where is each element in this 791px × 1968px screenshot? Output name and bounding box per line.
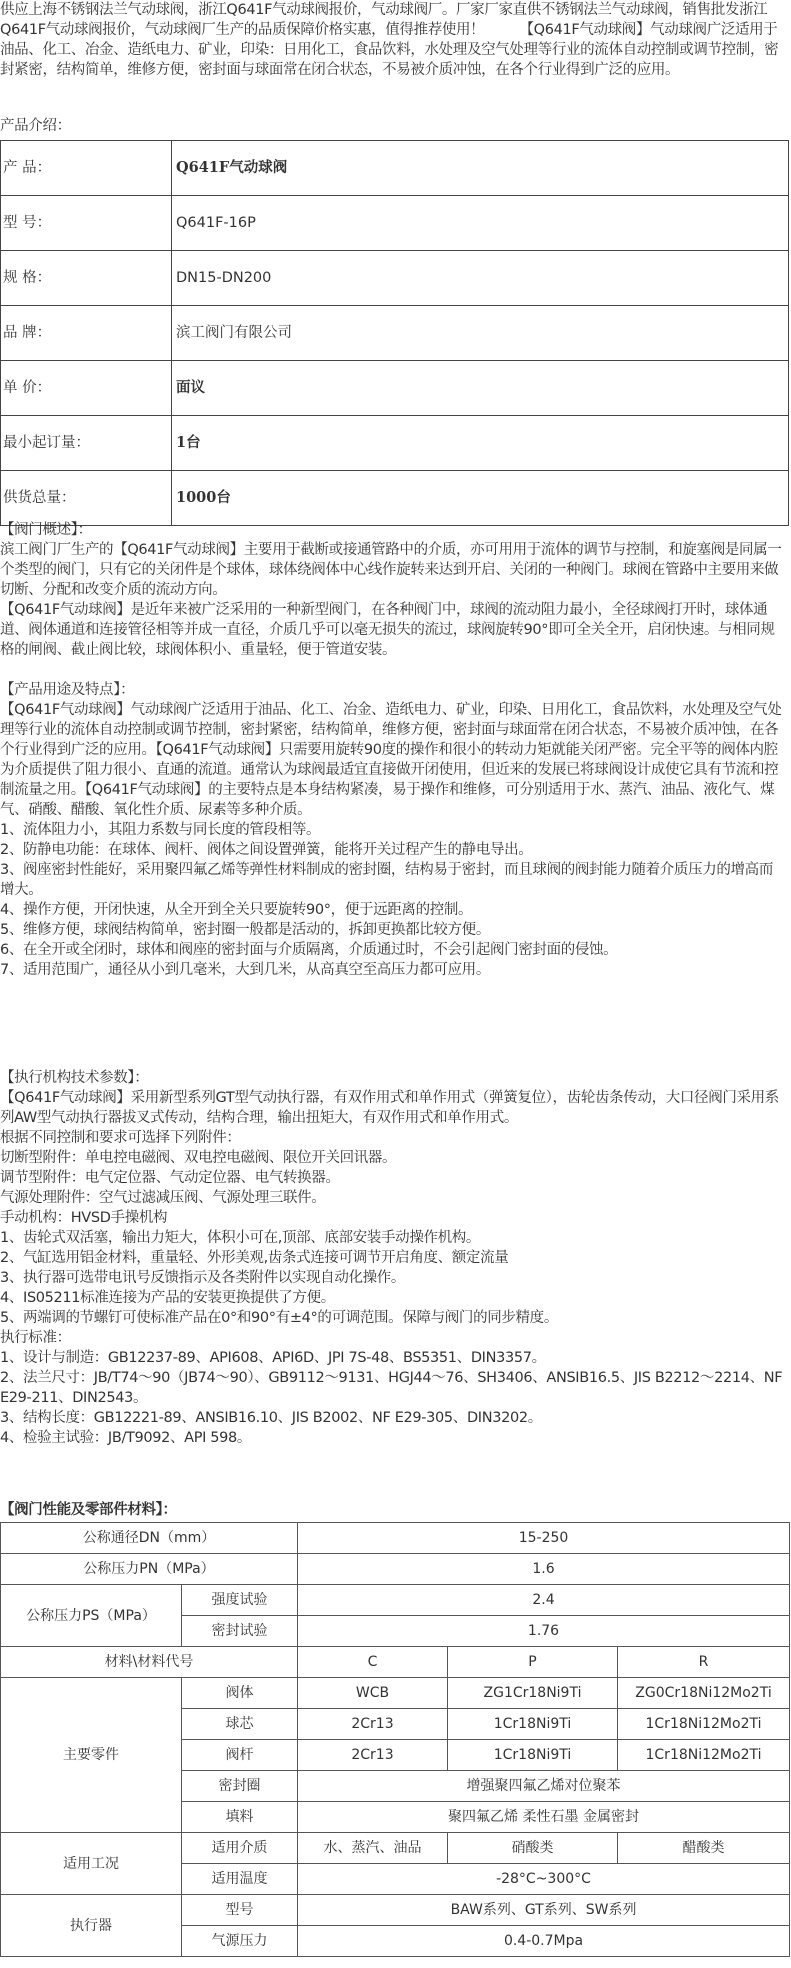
- body-c: WCB: [298, 1678, 448, 1709]
- list-item: 5、维修方便，球阀结构简单，密封圈一般都是活动的，拆卸更换都比较方便。: [0, 922, 490, 938]
- table-row: [1, 1585, 790, 1616]
- body-r: ZG0Cr18Ni12Mo2Ti: [618, 1678, 790, 1709]
- table-row: [1, 1554, 790, 1585]
- ball-r: 1Cr18Ni12Mo2Ti: [618, 1709, 790, 1740]
- nominal-dn-label: 公称通径DN（mm）: [1, 1523, 298, 1554]
- product-intro-label: 产品介绍：: [0, 118, 71, 134]
- list-item: 调节型附件：电气定位器、气动定位器、电气转换器。: [0, 1170, 340, 1186]
- table-row: [1, 361, 789, 416]
- price-key: 单 价：: [1, 361, 172, 416]
- spec-table: [0, 1522, 790, 1957]
- list-item: 3、执行器可选带电讯号反馈指示及各类附件以实现自动化操作。: [0, 1270, 406, 1286]
- seal-test-label: 密封试验: [182, 1616, 298, 1647]
- table-row: [1, 1895, 790, 1926]
- working-label: 适用工况: [1, 1833, 182, 1895]
- list-item: 切断型附件：单电控电磁阀、双电控电磁阀、限位开关回讯器。: [0, 1150, 397, 1166]
- overview-section: [0, 520, 789, 660]
- stem-r: 1Cr18Ni12Mo2Ti: [618, 1740, 790, 1771]
- actuator-label: 执行器: [1, 1895, 182, 1957]
- list-item: 气源处理附件：空气过滤减压阀、气源处理三联件。: [0, 1190, 326, 1206]
- seal-ring-label: 密封圈: [182, 1771, 298, 1802]
- list-item: 1、流体阻力小，其阻力系数与同长度的管段相等。: [0, 822, 321, 838]
- body-p: ZG1Cr18Ni9Ti: [448, 1678, 618, 1709]
- medium-c: 水、蒸汽、油品: [298, 1833, 448, 1864]
- table-row: [1, 306, 789, 361]
- nominal-pn-value: 1.6: [298, 1554, 790, 1585]
- packing-value: 聚四氟乙烯 柔性石墨 金属密封: [298, 1802, 790, 1833]
- usage-title: 【产品用途及特点】：: [0, 682, 135, 698]
- medium-label: 适用介质: [182, 1833, 298, 1864]
- usage-paragraph: 【Q641F气动球阀】气动球阀广泛适用于油品、化工、冶金、造纸电力、矿业，印染、日用化工，食品饮料，水处理及空气处理等行业的流体自动控制或调节控制，密封紧密，结构简单，维修方便，密封面与球面常在闭合状态，不易被介质冲蚀，在各个行业得到广泛的应用。【Q641F气动球阀】只需要用旋转90度的操作和很小的转动力矩就能关闭严密。完全平等的阀体内腔为介质提供了阻力很小、直通的流道。通常认为球阀最适宜直接做开闭使用，但近来的发展已将球阀设计成使它具有节流和控制流量之用。【Q641F气动球阀】的主要特点是本身结构紧凑，易于操作和维修，可分别适用于水、蒸汽、油品、液化气、煤气、硝酸、醋酸、氧化性介质、尿素等多种介质。: [0, 702, 782, 818]
- strength-label: 强度试验: [182, 1585, 298, 1616]
- supply-key: 供货总量：: [1, 471, 172, 526]
- actuator-section: [0, 1068, 789, 1448]
- table-row: [1, 1678, 790, 1709]
- table-row: [1, 471, 789, 526]
- list-item: 2、法兰尺寸：JB/T74～90（JB74～90）、GB9112～9131、HGJ44～76、SH3406、ANSIB16.5、JIS B2212～2214、NF E29-211、DIN2543。: [0, 1370, 783, 1406]
- price-value: 面议: [172, 361, 789, 416]
- ball-c: 2Cr13: [298, 1709, 448, 1740]
- medium-p: 硝酸类: [448, 1833, 618, 1864]
- list-item: 1、设计与制造：GB12237-89、API608、API6D、JPI 7S-48、BS5351、DIN3357。: [0, 1350, 546, 1366]
- list-item: 2、气缸选用铝金材料，重量轻、外形美观,齿条式连接可调节开启角度、额定流量: [0, 1250, 509, 1266]
- product-value: Q641F气动球阀: [172, 141, 789, 196]
- usage-section: [0, 680, 789, 980]
- list-item: 手动机构：HVSD手操机构: [0, 1210, 168, 1226]
- list-item: 执行标准：: [0, 1330, 71, 1346]
- brand-key: 品 牌：: [1, 306, 172, 361]
- list-item: 5、两端调的节螺钉可使标准产品在0°和90°有±4°的可调范围。保障与阀门的同步精度。: [0, 1310, 558, 1326]
- list-item: 4、检验主试验：JB/T9092、API 598。: [0, 1430, 252, 1446]
- table-row: [1, 141, 789, 196]
- list-item: 6、在全开或全闭时，球体和阀座的密封面与介质隔离，介质通过时，不会引起阀门密封面的侵蚀。: [0, 942, 618, 958]
- table-row: [1, 196, 789, 251]
- overview-title: 【阀门概述】：: [0, 522, 92, 538]
- ps-label: 公称压力PS（MPa）: [1, 1585, 182, 1647]
- nominal-dn-value: 15-250: [298, 1523, 790, 1554]
- spec-title-row: [0, 1500, 789, 1520]
- code-r: R: [618, 1647, 790, 1678]
- overview-paragraph-2: 【Q641F气动球阀】是近年来被广泛采用的一种新型阀门，在各种阀门中，球阀的流动阻力最小，全径球阀打开时，球体通道、阀体通道和连接管径相等并成一直径，介质几乎可以毫无损失的流过，球阀旋转90°即可全关全开，启闭快速。与相同规格的闸阀、截止阀比较，球阀体积小、重量轻，便于管道安装。: [0, 602, 775, 658]
- table-row: [1, 416, 789, 471]
- main-parts-label: 主要零件: [1, 1678, 182, 1833]
- material-label: 材料\材料代号: [1, 1647, 298, 1678]
- table-row: [1, 1523, 790, 1554]
- table-row: [1, 1647, 790, 1678]
- seal-test-value: 1.76: [298, 1616, 790, 1647]
- product-table: [0, 140, 789, 526]
- list-item: 1、齿轮式双活塞，输出力矩大，体积小可在,顶部、底部安装手动操作机构。: [0, 1230, 481, 1246]
- list-item: 4、IS05211标准连接为产品的安装更换提供了方便。: [0, 1290, 335, 1306]
- brand-value: 滨工阀门有限公司: [172, 306, 789, 361]
- body-label: 阀体: [182, 1678, 298, 1709]
- seal-ring-value: 增强聚四氟乙烯对位聚苯: [298, 1771, 790, 1802]
- stem-label: 阀杆: [182, 1740, 298, 1771]
- spec-value: DN15-DN200: [172, 251, 789, 306]
- list-item: 4、操作方便，开闭快速，从全开到全关只要旋转90°，便于远距离的控制。: [0, 902, 473, 918]
- temp-value: -28°C~300°C: [298, 1864, 790, 1895]
- intro-paragraph: 供应上海不锈钢法兰气动球阀，浙江Q641F气动球阀报价，气动球阀厂。厂家厂家直供不锈钢法兰气动球阀，销售批发浙江Q641F气动球阀报价，气动球阀厂生产的品质保障价格实惠，值得推荐使用！ 【Q641F气动球阀】气动球阀广泛适用于油品、化工、冶金、造纸电力、矿业，印染：日用化工，食品饮料，水处理及空气处理等行业的流体自动控制或调节控制，密封紧密，结构简单，维修方便，密封面与球面常在闭合状态，不易被介质冲蚀，在各个行业得到广泛的应用。: [0, 2, 779, 78]
- spec-title: 【阀门性能及零部件材料】：: [0, 1502, 177, 1518]
- nominal-pn-label: 公称压力PN（MPa）: [1, 1554, 298, 1585]
- supply-value: 1000台: [172, 471, 789, 526]
- min-order-key: 最小起订量：: [1, 416, 172, 471]
- product-intro-label-row: [0, 116, 789, 136]
- list-item: 3、阀座密封性能好，采用聚四氟乙烯等弹性材料制成的密封圈，结构易于密封，而且球阀的阀封能力随着介质压力的增高而增大。: [0, 862, 773, 898]
- list-item: 根据不同控制和要求可选择下列附件：: [0, 1130, 241, 1146]
- code-c: C: [298, 1647, 448, 1678]
- intro-section: [0, 0, 789, 80]
- stem-p: 1Cr18Ni9Ti: [448, 1740, 618, 1771]
- air-value: 0.4-0.7Mpa: [298, 1926, 790, 1957]
- model-value: Q641F-16P: [172, 196, 789, 251]
- medium-r: 醋酸类: [618, 1833, 790, 1864]
- list-item: 7、适用范围广，通径从小到几毫米，大到几米，从高真空至高压力都可应用。: [0, 962, 490, 978]
- packing-label: 填料: [182, 1802, 298, 1833]
- model-value: BAW系列、GT系列、SW系列: [298, 1895, 790, 1926]
- code-p: P: [448, 1647, 618, 1678]
- table-row: [1, 251, 789, 306]
- list-item: 3、结构长度：GB12221-89、ANSIB16.10、JIS B2002、NF E29-305、DIN3202。: [0, 1410, 542, 1426]
- model-label: 型号: [182, 1895, 298, 1926]
- ball-label: 球芯: [182, 1709, 298, 1740]
- model-key: 型 号：: [1, 196, 172, 251]
- ball-p: 1Cr18Ni9Ti: [448, 1709, 618, 1740]
- stem-c: 2Cr13: [298, 1740, 448, 1771]
- spec-key: 规 格：: [1, 251, 172, 306]
- min-order-value: 1台: [172, 416, 789, 471]
- strength-value: 2.4: [298, 1585, 790, 1616]
- air-label: 气源压力: [182, 1926, 298, 1957]
- list-item: 2、防静电功能：在球体、阀杆、阀体之间设置弹簧，能将开关过程产生的静电导出。: [0, 842, 533, 858]
- overview-paragraph-1: 滨工阀门厂生产的【Q641F气动球阀】主要用于截断或接通管路中的介质，亦可用用于流体的调节与控制，和旋塞阀是同属一个类型的阀门，只有它的关闭件是个球体，球体绕阀体中心线作旋转来达到开启、关闭的一种阀门。球阀在管路中主要用来做切断、分配和改变介质的流动方向。: [0, 542, 782, 598]
- actuator-title: 【执行机构技术参数】：: [0, 1070, 149, 1086]
- temp-label: 适用温度: [182, 1864, 298, 1895]
- product-key: 产 品：: [1, 141, 172, 196]
- actuator-paragraph: 【Q641F气动球阀】采用新型系列GT型气动执行器，有双作用式和单作用式（弹簧复位），齿轮齿条传动，大口径阀门采用系列AW型气动执行器拔叉式传动，结构合理，输出扭矩大，有双作用式和单作用式。: [0, 1090, 779, 1126]
- table-row: [1, 1833, 790, 1864]
